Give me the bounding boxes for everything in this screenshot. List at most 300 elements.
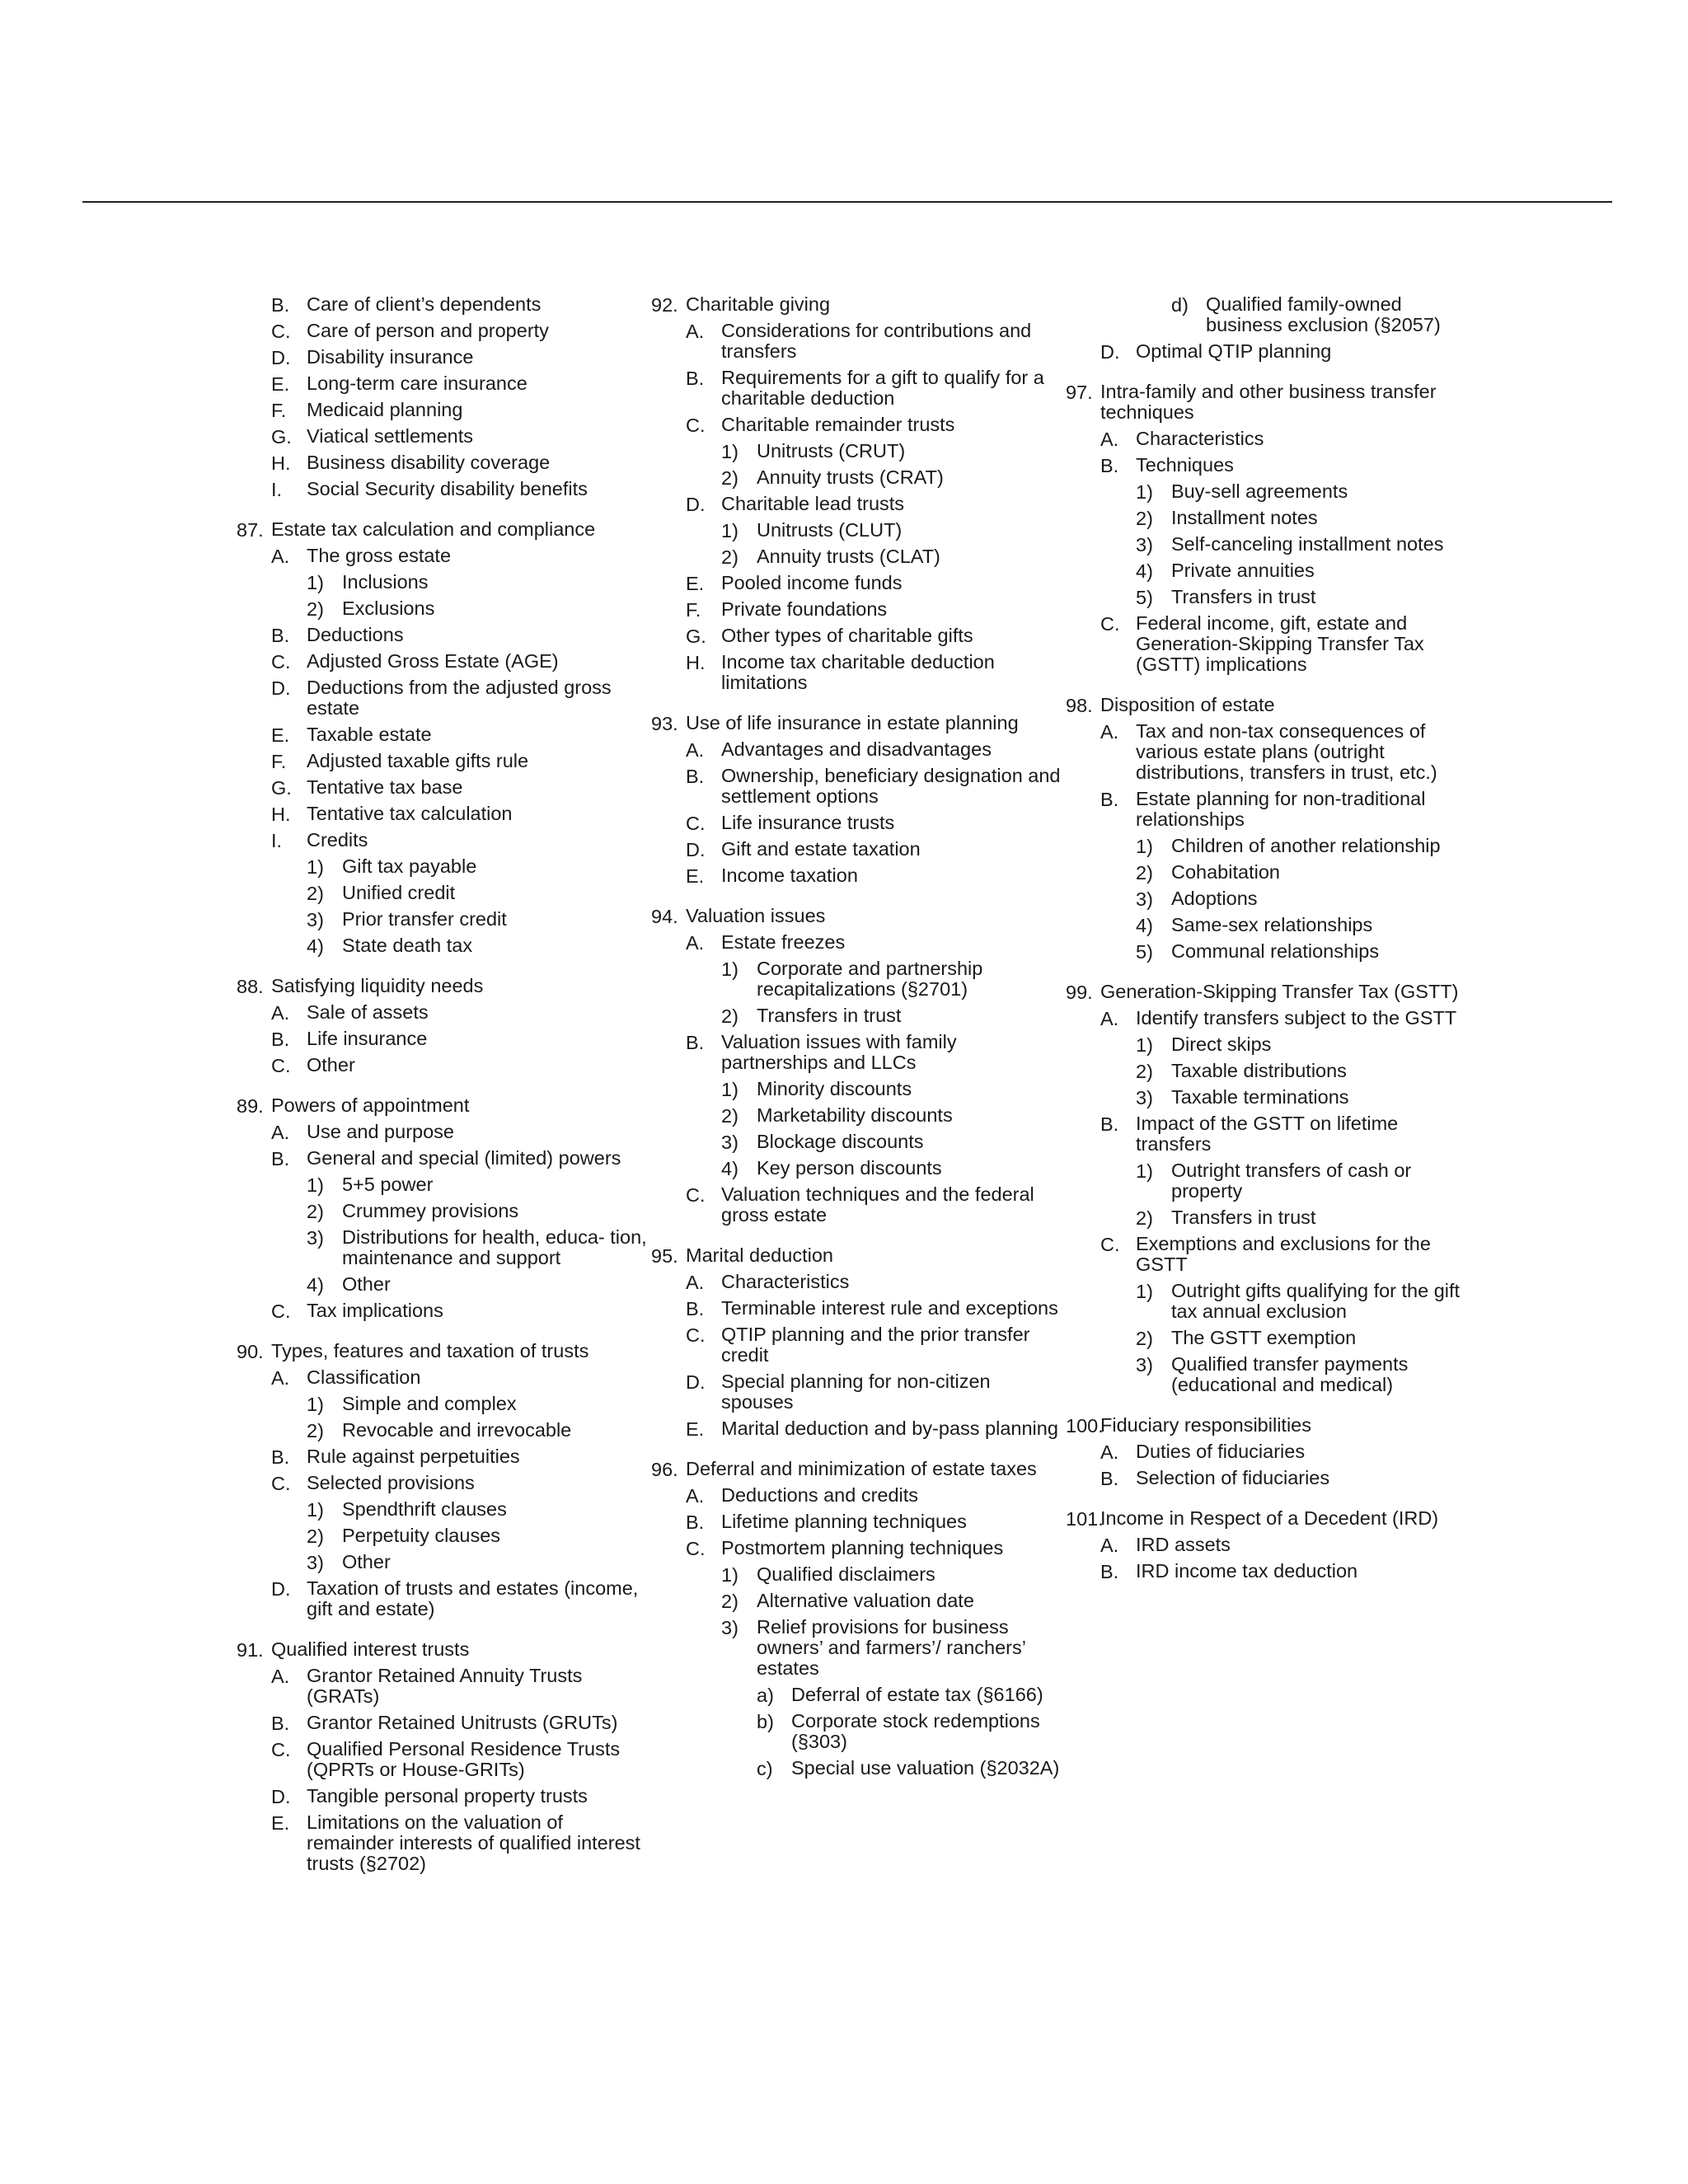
outline-marker: 3) — [1136, 534, 1153, 555]
outline-text: IRD income tax deduction — [1136, 1560, 1358, 1582]
outline-text: Limitations on the valuation of remainder interests of qualified interest trusts (§2702) — [307, 1811, 640, 1874]
outline-text: Valuation issues — [686, 905, 826, 926]
outline-text: Adoptions — [1171, 888, 1258, 909]
outline-subitem — [1066, 532, 1478, 558]
outline-subitem — [237, 1365, 649, 1391]
outline-marker: 92. — [651, 294, 678, 316]
outline-topic — [237, 973, 649, 1000]
outline-marker: C. — [686, 813, 706, 834]
outline-subitem — [1066, 558, 1478, 584]
outline-text: QTIP planning and the prior transfer credit — [721, 1324, 1030, 1366]
outline-text: Use of life insurance in estate planning — [686, 712, 1019, 733]
outline-subitem — [1066, 339, 1478, 365]
outline-marker: C. — [271, 321, 291, 342]
outline-subitem — [651, 1029, 1063, 1076]
outline-text: State death tax — [342, 935, 473, 956]
outline-text: Annuity trusts (CRAT) — [757, 466, 944, 488]
outline-marker: 3) — [1136, 1087, 1153, 1108]
outline-subitem — [1066, 860, 1478, 886]
outline-text: Distributions for health, educa- tion, maintenance and support — [342, 1226, 647, 1268]
outline-subitem — [651, 1296, 1063, 1322]
outline-marker: C. — [271, 1301, 291, 1322]
outline-marker: F. — [686, 599, 701, 621]
outline-subitem — [1066, 833, 1478, 860]
outline-marker: E. — [686, 573, 705, 594]
outline-text: Considerations for contributions and transfers — [721, 320, 1032, 362]
outline-text: Unitrusts (CLUT) — [757, 519, 903, 541]
outline-marker: d) — [1171, 294, 1189, 316]
outline-marker: A. — [271, 1122, 290, 1143]
outline-marker: D. — [271, 677, 291, 699]
outline-marker: 1) — [1136, 1034, 1153, 1056]
outline-subitem — [1066, 786, 1478, 833]
outline-subitem — [237, 1810, 649, 1877]
outline-subitem — [651, 623, 1063, 649]
outline-marker: B. — [271, 1446, 290, 1468]
outline-subitem — [651, 1615, 1063, 1682]
outline-topic — [237, 1093, 649, 1119]
outline-text: Generation-Skipping Transfer Tax (GSTT) — [1100, 981, 1459, 1002]
outline-text: Estate tax calculation and compliance — [271, 518, 596, 540]
outline-marker: D. — [271, 1786, 291, 1807]
outline-text: Income taxation — [721, 865, 858, 886]
outline-marker: 2) — [721, 467, 738, 489]
outline-subitem — [237, 1026, 649, 1052]
outline-marker: B. — [1100, 1113, 1119, 1135]
outline-subitem — [237, 722, 649, 748]
outline-subitem — [651, 1755, 1063, 1782]
outline-subitem — [651, 1483, 1063, 1509]
outline-subitem — [651, 518, 1063, 544]
outline-text: Taxable estate — [307, 724, 432, 745]
outline-subitem — [651, 1562, 1063, 1588]
outline-text: Techniques — [1136, 454, 1234, 476]
outline-text: Alternative valuation date — [757, 1590, 974, 1611]
outline-subitem — [237, 854, 649, 880]
outline-text: Social Security disability benefits — [307, 478, 588, 499]
outline-subitem — [237, 649, 649, 675]
outline-marker: 88. — [237, 976, 264, 997]
outline-subitem — [651, 491, 1063, 518]
outline-subitem — [237, 1272, 649, 1298]
outline-subitem — [651, 1076, 1063, 1103]
outline-marker: I. — [271, 479, 283, 500]
outline-text: Private annuities — [1171, 560, 1315, 581]
outline-marker: C. — [271, 651, 291, 673]
outline-marker: B. — [686, 368, 705, 389]
outline-marker: E. — [271, 373, 290, 395]
outline-text: Other — [342, 1551, 391, 1572]
outline-topic — [1066, 979, 1478, 1005]
outline-subitem — [1066, 1231, 1478, 1278]
outline-marker: 2) — [1136, 508, 1153, 529]
outline-marker: 2) — [1136, 1207, 1153, 1229]
outline-marker: C. — [271, 1473, 291, 1494]
outline-marker: C. — [271, 1055, 291, 1076]
outline-marker: 1) — [307, 1394, 324, 1415]
outline-marker: A. — [1100, 721, 1119, 743]
outline-subitem — [1066, 1439, 1478, 1465]
outline-marker: E. — [686, 865, 705, 887]
outline-text: 5+5 power — [342, 1174, 434, 1195]
outline-subitem — [1066, 719, 1478, 786]
outline-text: Life insurance trusts — [721, 812, 895, 833]
outline-text: Charitable giving — [686, 293, 831, 315]
outline-text: Children of another relationship — [1171, 835, 1441, 856]
outline-text: Ownership, beneficiary designation and settlement options — [721, 765, 1061, 807]
outline-subitem — [1066, 1005, 1478, 1032]
outline-marker: B. — [271, 1029, 290, 1050]
outline-subitem — [651, 837, 1063, 863]
outline-text: Income tax charitable deduction limitations — [721, 651, 995, 693]
outline-topic — [237, 517, 649, 543]
outline-text: Minority discounts — [757, 1078, 912, 1099]
outline-marker: A. — [686, 932, 705, 954]
outline-text: Taxation of trusts and estates (income, gift and estate) — [307, 1577, 639, 1619]
outline-marker: 2) — [721, 1005, 738, 1027]
outline-marker: 101. — [1066, 1508, 1104, 1530]
outline-text: Qualified disclaimers — [757, 1563, 935, 1585]
outline-text: Tentative tax calculation — [307, 803, 513, 824]
outline-marker: 89. — [237, 1095, 264, 1117]
outline-marker: C. — [686, 1184, 706, 1206]
outline-text: The GSTT exemption — [1171, 1327, 1357, 1348]
outline-text: Care of person and property — [307, 320, 549, 341]
outline-text: Perpetuity clauses — [342, 1525, 501, 1546]
outline-marker: F. — [271, 400, 287, 421]
outline-text: The gross estate — [307, 545, 452, 566]
outline-text: Sale of assets — [307, 1001, 429, 1023]
outline-marker: 2) — [721, 1591, 738, 1612]
outline-subitem — [1066, 584, 1478, 611]
outline-text: Crummey provisions — [342, 1200, 519, 1221]
outline-text: Disposition of estate — [1100, 694, 1275, 715]
outline-text: Gift tax payable — [342, 855, 477, 877]
outline-subitem — [651, 810, 1063, 837]
outline-text: Qualified transfer payments (educational and medical) — [1171, 1353, 1409, 1395]
outline-subitem — [1066, 1278, 1478, 1325]
outline-text: Marital deduction — [686, 1244, 833, 1266]
outline-subitem — [237, 397, 649, 424]
outline-text: Duties of fiduciaries — [1136, 1441, 1306, 1462]
outline-text: Private foundations — [721, 598, 888, 620]
outline-text: Spendthrift clauses — [342, 1498, 507, 1520]
outline-text: Charitable remainder trusts — [721, 414, 955, 435]
outline-marker: A. — [686, 1272, 705, 1293]
outline-marker: 3) — [721, 1132, 738, 1153]
outline-marker: 2) — [1136, 862, 1153, 883]
outline-text: Life insurance — [307, 1028, 428, 1049]
outline-text: Advantages and disadvantages — [721, 738, 992, 760]
outline-marker: D. — [686, 494, 706, 515]
outline-text: Tentative tax base — [307, 776, 463, 798]
outline-text: Cohabitation — [1171, 861, 1280, 883]
outline-text: Other — [342, 1273, 391, 1295]
outline-marker: H. — [271, 804, 291, 825]
outline-marker: B. — [1100, 1468, 1119, 1489]
outline-subitem — [237, 933, 649, 959]
outline-text: Selected provisions — [307, 1472, 475, 1493]
outline-text: Requirements for a gift to qualify for a charitable deduction — [721, 367, 1044, 409]
outline-subitem — [651, 1509, 1063, 1535]
outline-subitem — [237, 675, 649, 722]
outline-subitem — [237, 1146, 649, 1172]
outline-marker: D. — [686, 839, 706, 860]
outline-text: Unitrusts (CRUT) — [757, 440, 906, 462]
outline-subitem — [651, 1369, 1063, 1416]
outline-marker: 1) — [307, 1499, 324, 1521]
outline-text: Marital deduction and by-pass planning — [721, 1418, 1058, 1439]
outline-text: Self-canceling installment notes — [1171, 533, 1444, 555]
outline-text: Selection of fiduciaries — [1136, 1467, 1330, 1488]
outline-subitem — [1066, 611, 1478, 678]
outline-text: Grantor Retained Unitrusts (GRUTs) — [307, 1712, 618, 1733]
outline-text: Blockage discounts — [757, 1131, 924, 1152]
outline-subitem — [651, 863, 1063, 889]
outline-text: Credits — [307, 829, 368, 851]
outline-subitem — [237, 344, 649, 371]
outline-subitem — [1066, 1532, 1478, 1558]
outline-marker: C. — [686, 1538, 706, 1559]
outline-text: Adjusted taxable gifts rule — [307, 750, 529, 771]
outline-text: Qualified Personal Residence Trusts (QPRTs or House-GRITs) — [307, 1738, 621, 1780]
outline-text: Valuation techniques and the federal gross estate — [721, 1183, 1034, 1226]
outline-text: Characteristics — [721, 1271, 850, 1292]
outline-marker: A. — [271, 1666, 290, 1687]
outline-subitem — [651, 570, 1063, 597]
outline-marker: B. — [1100, 789, 1119, 810]
outline-marker: D. — [1100, 341, 1120, 363]
outline-text: Grantor Retained Annuity Trusts (GRATs) — [307, 1665, 583, 1707]
outline-marker: 2) — [307, 883, 324, 904]
outline-marker: 5) — [1136, 587, 1153, 608]
outline-topic — [651, 292, 1063, 318]
outline-subitem — [1066, 426, 1478, 452]
outline-marker: 3) — [1136, 888, 1153, 910]
outline-subitem — [1066, 479, 1478, 505]
outline-subitem — [237, 1663, 649, 1710]
outline-text: Deductions from the adjusted gross estate — [307, 677, 612, 719]
outline-text: Estate freezes — [721, 931, 846, 953]
outline-subitem — [1066, 1111, 1478, 1158]
outline-subitem — [651, 318, 1063, 365]
outline-marker: B. — [686, 766, 705, 787]
outline-text: Lifetime planning techniques — [721, 1511, 967, 1532]
outline-marker: 2) — [307, 1420, 324, 1441]
outline-text: Fiduciary responsibilities — [1100, 1414, 1311, 1436]
outline-subitem — [237, 1172, 649, 1198]
outline-text: Classification — [307, 1366, 421, 1388]
outline-subitem — [651, 1416, 1063, 1442]
outline-subitem — [1066, 1325, 1478, 1352]
outline-marker: B. — [686, 1511, 705, 1533]
outline-marker: 1) — [721, 1564, 738, 1586]
outline-subitem — [1066, 1085, 1478, 1111]
outline-text: Deductions — [307, 624, 404, 645]
outline-marker: A. — [686, 1485, 705, 1507]
outline-subitem — [651, 544, 1063, 570]
outline-marker: D. — [271, 1578, 291, 1600]
outline-marker: E. — [686, 1418, 705, 1440]
outline-text: Disability insurance — [307, 346, 474, 368]
outline-marker: D. — [686, 1371, 706, 1393]
outline-text: Taxable terminations — [1171, 1086, 1349, 1108]
outline-text: Transfers in trust — [1171, 1207, 1316, 1228]
outline-marker: C. — [686, 1324, 706, 1346]
outline-marker: 95. — [651, 1245, 678, 1267]
outline-text: Terminable interest rule and exceptions — [721, 1297, 1058, 1319]
outline-subitem — [237, 569, 649, 596]
outline-subitem — [651, 1708, 1063, 1755]
outline-marker: 93. — [651, 713, 678, 734]
outline-subitem — [651, 597, 1063, 623]
outline-marker: 1) — [1136, 1281, 1153, 1302]
outline-subitem — [1066, 1465, 1478, 1492]
outline-subitem — [237, 801, 649, 827]
outline-topic — [1066, 1413, 1478, 1439]
outline-marker: 4) — [307, 1274, 324, 1296]
outline-marker: F. — [271, 751, 287, 772]
outline-text: Qualified family-owned business exclusion (§2057) — [1206, 293, 1441, 335]
outline-marker: 1) — [1136, 1160, 1153, 1182]
outline-marker: 1) — [1136, 481, 1153, 503]
outline-column-1 — [237, 292, 649, 1877]
outline-text: Pooled income funds — [721, 572, 903, 593]
outline-subitem — [237, 1444, 649, 1470]
outline-subitem — [1066, 505, 1478, 532]
outline-marker: 96. — [651, 1459, 678, 1480]
outline-text: General and special (limited) powers — [307, 1147, 621, 1169]
outline-marker: B. — [686, 1032, 705, 1053]
outline-text: Characteristics — [1136, 428, 1264, 449]
outline-text: Inclusions — [342, 571, 429, 593]
outline-column-3 — [1066, 292, 1478, 1585]
outline-marker: 3) — [307, 1227, 324, 1249]
outline-subitem — [237, 1052, 649, 1079]
outline-text: Corporate and partnership recapitalizations (§2701) — [757, 958, 983, 1000]
outline-text: Gift and estate taxation — [721, 838, 921, 860]
outline-subitem — [651, 1535, 1063, 1562]
outline-text: Simple and complex — [342, 1393, 517, 1414]
outline-subitem — [237, 1736, 649, 1783]
outline-text: Direct skips — [1171, 1033, 1272, 1055]
outline-text: Deductions and credits — [721, 1484, 919, 1506]
outline-marker: B. — [271, 1713, 290, 1734]
outline-marker: 2) — [307, 1201, 324, 1222]
outline-subitem — [237, 907, 649, 933]
outline-subitem — [237, 1549, 649, 1576]
outline-marker: A. — [1100, 1008, 1119, 1029]
outline-marker: 100. — [1066, 1415, 1104, 1436]
outline-marker: 3) — [1136, 1354, 1153, 1376]
outline-subitem — [237, 543, 649, 569]
outline-topic — [651, 903, 1063, 930]
outline-marker: 99. — [1066, 982, 1093, 1003]
outline-subitem — [651, 438, 1063, 465]
outline-text: Exclusions — [342, 598, 435, 619]
outline-marker: H. — [271, 452, 291, 474]
outline-marker: C. — [1100, 1234, 1120, 1255]
outline-marker: B. — [271, 294, 290, 316]
outline-subitem — [237, 827, 649, 854]
outline-subitem — [237, 1119, 649, 1146]
outline-column-2 — [651, 292, 1063, 1782]
outline-marker: B. — [686, 1298, 705, 1319]
outline-topic — [1066, 692, 1478, 719]
outline-marker: B. — [1100, 455, 1119, 476]
outline-marker: 1) — [721, 1079, 738, 1100]
outline-text: Transfers in trust — [757, 1005, 902, 1026]
outline-subitem — [651, 1155, 1063, 1182]
outline-subitem — [237, 1298, 649, 1324]
outline-marker: 2) — [307, 1526, 324, 1547]
outline-marker: D. — [271, 347, 291, 368]
outline-marker: 1) — [307, 572, 324, 593]
outline-text: Exemptions and exclusions for the GSTT — [1136, 1233, 1431, 1275]
outline-marker: 94. — [651, 906, 678, 927]
outline-text: Optimal QTIP planning — [1136, 340, 1332, 362]
outline-marker: A. — [686, 739, 705, 761]
outline-marker: 4) — [721, 1158, 738, 1179]
outline-text: Deferral and minimization of estate taxes — [686, 1458, 1037, 1479]
outline-text: Use and purpose — [307, 1121, 454, 1142]
outline-text: Adjusted Gross Estate (AGE) — [307, 650, 559, 672]
outline-marker: A. — [1100, 1441, 1119, 1463]
outline-text: Special planning for non-citizen spouses — [721, 1371, 991, 1413]
outline-marker: 1) — [721, 441, 738, 462]
outline-text: Medicaid planning — [307, 399, 463, 420]
outline-marker: 1) — [721, 520, 738, 541]
outline-subitem — [1066, 1205, 1478, 1231]
outline-subitem — [237, 1198, 649, 1225]
outline-text: Taxable distributions — [1171, 1060, 1347, 1081]
outline-subitem — [1066, 452, 1478, 479]
outline-text: Estate planning for non-traditional relationships — [1136, 788, 1426, 830]
outline-subitem — [651, 1003, 1063, 1029]
outline-marker: 2) — [307, 598, 324, 620]
outline-marker: 1) — [307, 1174, 324, 1196]
outline-subitem — [237, 1225, 649, 1272]
outline-text: Special use valuation (§2032A) — [791, 1757, 1060, 1779]
outline-subitem — [237, 775, 649, 801]
outline-subitem — [1066, 912, 1478, 939]
outline-marker: 1) — [721, 958, 738, 980]
outline-marker: 5) — [1136, 941, 1153, 963]
outline-subitem — [651, 737, 1063, 763]
outline-text: Unified credit — [342, 882, 456, 903]
outline-marker: 4) — [307, 935, 324, 957]
outline-subitem — [651, 930, 1063, 956]
outline-marker: b) — [757, 1711, 774, 1732]
outline-subitem — [651, 1322, 1063, 1369]
outline-marker: G. — [686, 626, 706, 647]
outline-subitem — [651, 956, 1063, 1003]
outline-marker: 1) — [1136, 836, 1153, 857]
outline-text: Business disability coverage — [307, 452, 551, 473]
outline-subitem — [651, 1588, 1063, 1615]
outline-subitem — [1066, 1058, 1478, 1085]
outline-subitem — [651, 1103, 1063, 1129]
outline-marker: A. — [271, 546, 290, 567]
outline-marker: 2) — [721, 546, 738, 568]
outline-subitem — [237, 1523, 649, 1549]
outline-text: Revocable and irrevocable — [342, 1419, 572, 1441]
outline-marker: 90. — [237, 1341, 264, 1362]
outline-subitem — [237, 880, 649, 907]
outline-subitem — [237, 424, 649, 450]
outline-marker: 87. — [237, 519, 264, 541]
outline-subitem — [1066, 939, 1478, 965]
